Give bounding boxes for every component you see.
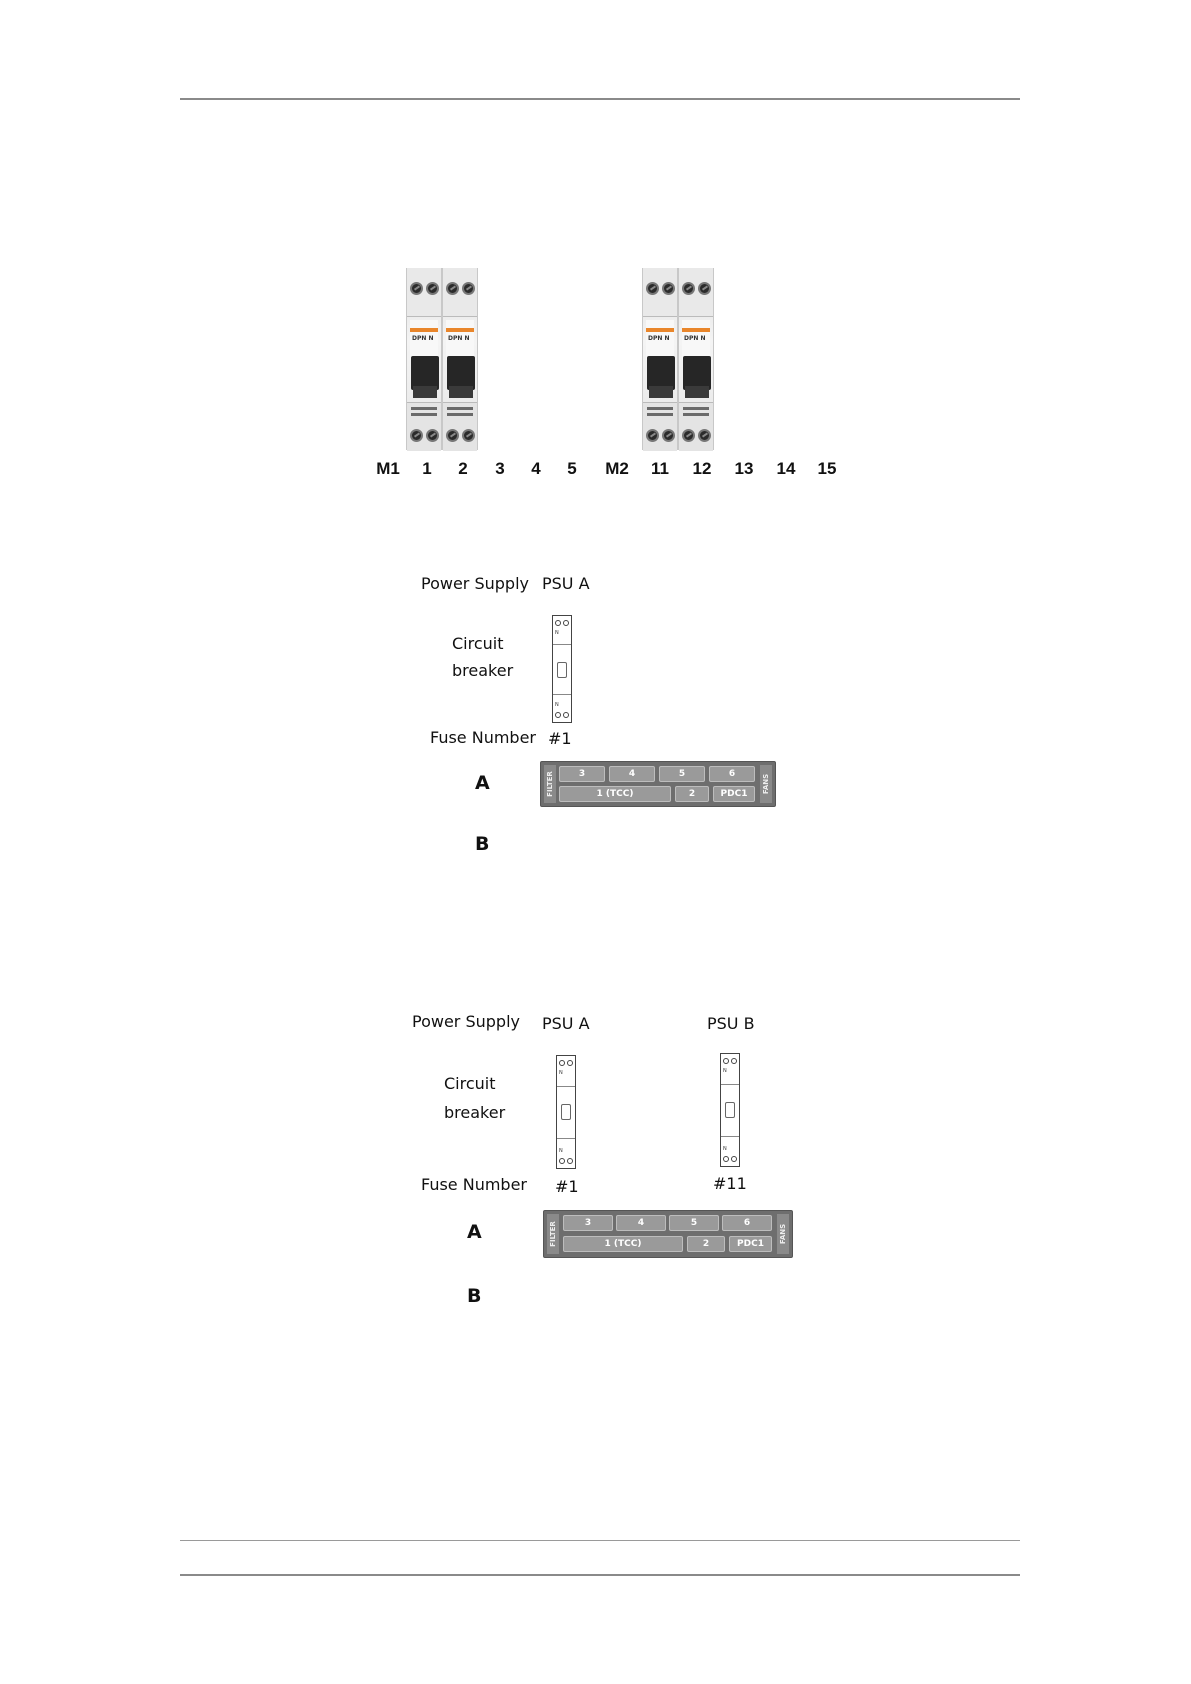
fuse-number-b: #11 — [713, 1174, 747, 1193]
position-label-m2: M2 — [605, 459, 629, 478]
fuse-number-label-2: Fuse Number — [421, 1175, 528, 1194]
footer-rule-top — [180, 1540, 1020, 1541]
fans-label: FANS — [760, 765, 772, 803]
breaker-12-text: DPN N — [684, 335, 706, 342]
psu-a-label: PSU A — [542, 574, 590, 593]
fuse-panel-2 — [543, 1210, 793, 1258]
breaker-11-text: DPN N — [648, 335, 670, 342]
circuit-breaker-psu-a-2: N N — [556, 1055, 576, 1169]
breaker-2 — [442, 268, 478, 450]
fuse-slot-1-tcc: 1 (TCC) — [559, 786, 671, 802]
position-label-12: 12 — [692, 459, 712, 478]
row-b-label-2: B — [467, 1285, 482, 1307]
breaker-1-text: DPN N — [412, 335, 434, 342]
fuse-number-a: #1 — [548, 729, 572, 748]
header-rule — [180, 98, 1020, 100]
breaker-12 — [678, 268, 714, 450]
fans-label-2: FANS — [777, 1214, 789, 1254]
position-label-13: 13 — [734, 459, 754, 478]
filter-label: FILTER — [544, 765, 556, 803]
fuse-slot-5: 5 — [659, 766, 705, 782]
row-b-label: B — [475, 833, 490, 855]
fuse-number-a-2: #1 — [555, 1177, 579, 1196]
circuit-label-line2-2: breaker — [444, 1103, 506, 1122]
fuse-slot-pdc1: PDC1 — [713, 786, 755, 802]
power-supply-label: Power Supply — [421, 574, 529, 593]
circuit-label-line2: breaker — [452, 661, 514, 680]
breaker-photo-left — [406, 268, 478, 450]
psu-b-label: PSU B — [707, 1014, 755, 1033]
fuse-slot-2: 2 — [675, 786, 709, 802]
fuse-slot-2-2: 2 — [687, 1236, 725, 1252]
position-label-11: 11 — [651, 459, 669, 478]
position-label-14: 14 — [776, 459, 796, 478]
position-label-3: 3 — [495, 459, 505, 478]
position-label-15: 15 — [817, 459, 837, 478]
fuse-panel — [540, 761, 776, 807]
fuse-slot-4-2: 4 — [616, 1215, 666, 1231]
fuse-slot-pdc1-2: PDC1 — [729, 1236, 772, 1252]
fuse-slot-4: 4 — [609, 766, 655, 782]
position-label-5: 5 — [567, 459, 577, 478]
breaker-11 — [642, 268, 678, 450]
filter-label-2: FILTER — [547, 1214, 559, 1254]
position-label-m1: M1 — [376, 459, 400, 478]
fuse-number-label: Fuse Number — [430, 728, 537, 747]
circuit-label-line1: Circuit — [452, 634, 504, 653]
breaker-2-text: DPN N — [448, 335, 470, 342]
position-label-2: 2 — [458, 459, 468, 478]
psu-a-label-2: PSU A — [542, 1014, 590, 1033]
position-label-1: 1 — [422, 459, 432, 478]
circuit-breaker-psu-b: N N — [720, 1053, 740, 1167]
footer-rule-bottom — [180, 1574, 1020, 1576]
fuse-slot-6: 6 — [709, 766, 755, 782]
position-label-4: 4 — [531, 459, 541, 478]
breaker-1 — [406, 268, 442, 450]
breaker-photo-right — [642, 268, 714, 450]
fuse-slot-1-tcc-2: 1 (TCC) — [563, 1236, 683, 1252]
circuit-label-line1-2: Circuit — [444, 1074, 496, 1093]
circuit-breaker-psu-a: N N — [552, 615, 572, 723]
fuse-slot-5-2: 5 — [669, 1215, 719, 1231]
fuse-slot-6-2: 6 — [722, 1215, 772, 1231]
row-a-label: A — [475, 772, 490, 794]
fuse-slot-3: 3 — [559, 766, 605, 782]
row-a-label-2: A — [467, 1221, 482, 1243]
fuse-slot-3-2: 3 — [563, 1215, 613, 1231]
power-supply-label-2: Power Supply — [412, 1012, 520, 1031]
